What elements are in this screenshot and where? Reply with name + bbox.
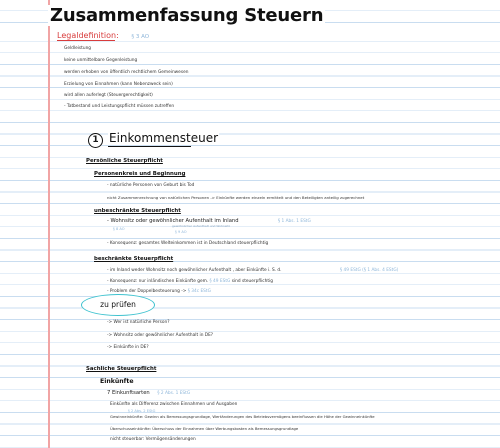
einkuenfte-item: Gewinneinkünfte: Gewinn als Bemessungsgrundlage, Wertänderungen des Betriebsvermögens beeinflussen die Höhe der Gewinneinkünfte [110,414,375,419]
einkuenfte-small-ref: § 2 Abs. 2 EStG [128,409,156,413]
unbeschraenkt-note-b: gewöhnlicher Aufenthalt und Wohnsitz [172,224,230,228]
einkuenfte-item: nicht steuerbar: Vermögensänderungen [110,437,196,442]
personenkreis-item: nicht Zusammenrechnung von natürlichen Personen -> Einkünfte werden einzeln ermittelt und den Beteiligten anteilig zugerechnet [107,195,365,200]
unbeschraenkt-line-1: - Wohnsitz oder gewöhnlicher Aufenthalt im Inland [107,218,239,224]
zu-pruefen-label: zu prüfen [100,300,136,309]
unbeschraenkt-ref-b: § 9 AO [175,230,187,234]
legal-item: - Tatbestand und Leistungspflicht müssen zutreffen [64,104,175,109]
beschraenkt-line-3-text: - Problem der Doppelbesteuerung -> [107,289,187,294]
einkuenfte-item: Einkünfte als Differenz zwischen Einnahmen und Ausgaben [110,402,238,407]
unbeschraenkte-steuerpflicht-heading: unbeschränkte Steuerpflicht [94,208,181,214]
beschraenkt-line-1: - im Inland weder Wohnsitz noch gewöhnlicher Aufenthalt , aber Einkünfte i. S. d. [107,268,282,273]
personenkreis-item: - natürliche Personen von Geburt bis Tod [107,183,195,188]
legal-definition-text: Legaldefinition: [57,31,119,40]
pruefen-item: -> Einkünfte in DE? [107,345,149,350]
persoenliche-steuerpflicht-heading: Persönliche Steuerpflicht [86,158,163,164]
legal-item: keine unmittelbare Gegenleistung [64,58,138,63]
legal-definition-ref: § 3 AO [131,34,150,40]
beschraenkt-line-3-ref: § 34c EStG [187,289,211,294]
unbeschraenkt-ref-a: § 8 AO [113,227,125,231]
beschraenkt-line-2-text: - Konsequenz: nur inländischen Einkünfte gem. [107,279,209,284]
beschraenkt-line-2 [107,279,273,284]
unbeschraenkt-line-1-ref: § 1 Abs. 1 EStG [278,219,311,224]
section-title-underline [108,146,191,147]
personenkreis-heading: Personenkreis und Beginnung [94,171,186,177]
beschraenkt-line-2-end: sind steuerpflichtig [231,279,273,284]
page-title: Zusammenfassung Steuern [50,5,324,26]
einkuenfte-heading: Einkünfte [100,378,134,385]
legal-definition-label [57,31,149,40]
legal-item: Erzielung von Einnahmen (kann Nebenzweck sein) [64,82,173,87]
legal-item: Geldleistung [64,46,92,51]
legal-definition-underline [57,40,115,41]
einkuenfte-item: Überschusseinkünfte: Überschuss der Einnahmen über Werbungskosten als Bemessungsgrundlage [110,426,299,431]
einkuenfte-item-text: 7 Einkunftsarten [107,390,150,396]
legal-item: werden erhoben von öffentlich rechtlichem Gemeinwesen [64,70,189,75]
beschraenkt-line-1-ref: § 49 EStG (§ 1 Abs. 4 EStG) [340,268,399,273]
section-title: Einkommensteuer [109,131,219,145]
legal-item: wird allen auferlegt (Steuergerechtigkeit) [64,93,153,98]
pruefen-item: -> Wer ist natürliche Person? [107,320,170,325]
pruefen-item: -> Wohnsitz oder gewöhnlicher Aufenthalt in DE? [107,333,214,338]
beschraenkt-line-2-ref: § 49 EStG [209,279,231,284]
einkuenfte-item-ref: § 2 Abs. 1 EStG [157,391,191,396]
zu-pruefen-oval [81,294,155,316]
margin-line [48,0,50,448]
sachliche-steuerpflicht-heading: Sachliche Steuerpflicht [86,366,157,372]
unbeschraenkt-line-2: - Konsequenz: gesamtes Welteinkommen ist in Deutschland steuerpflichtig [107,241,269,246]
beschraenkte-steuerpflicht-heading: beschränkte Steuerpflicht [94,256,174,262]
einkuenfte-item [107,390,190,396]
section-number-badge: 1 [88,133,103,148]
